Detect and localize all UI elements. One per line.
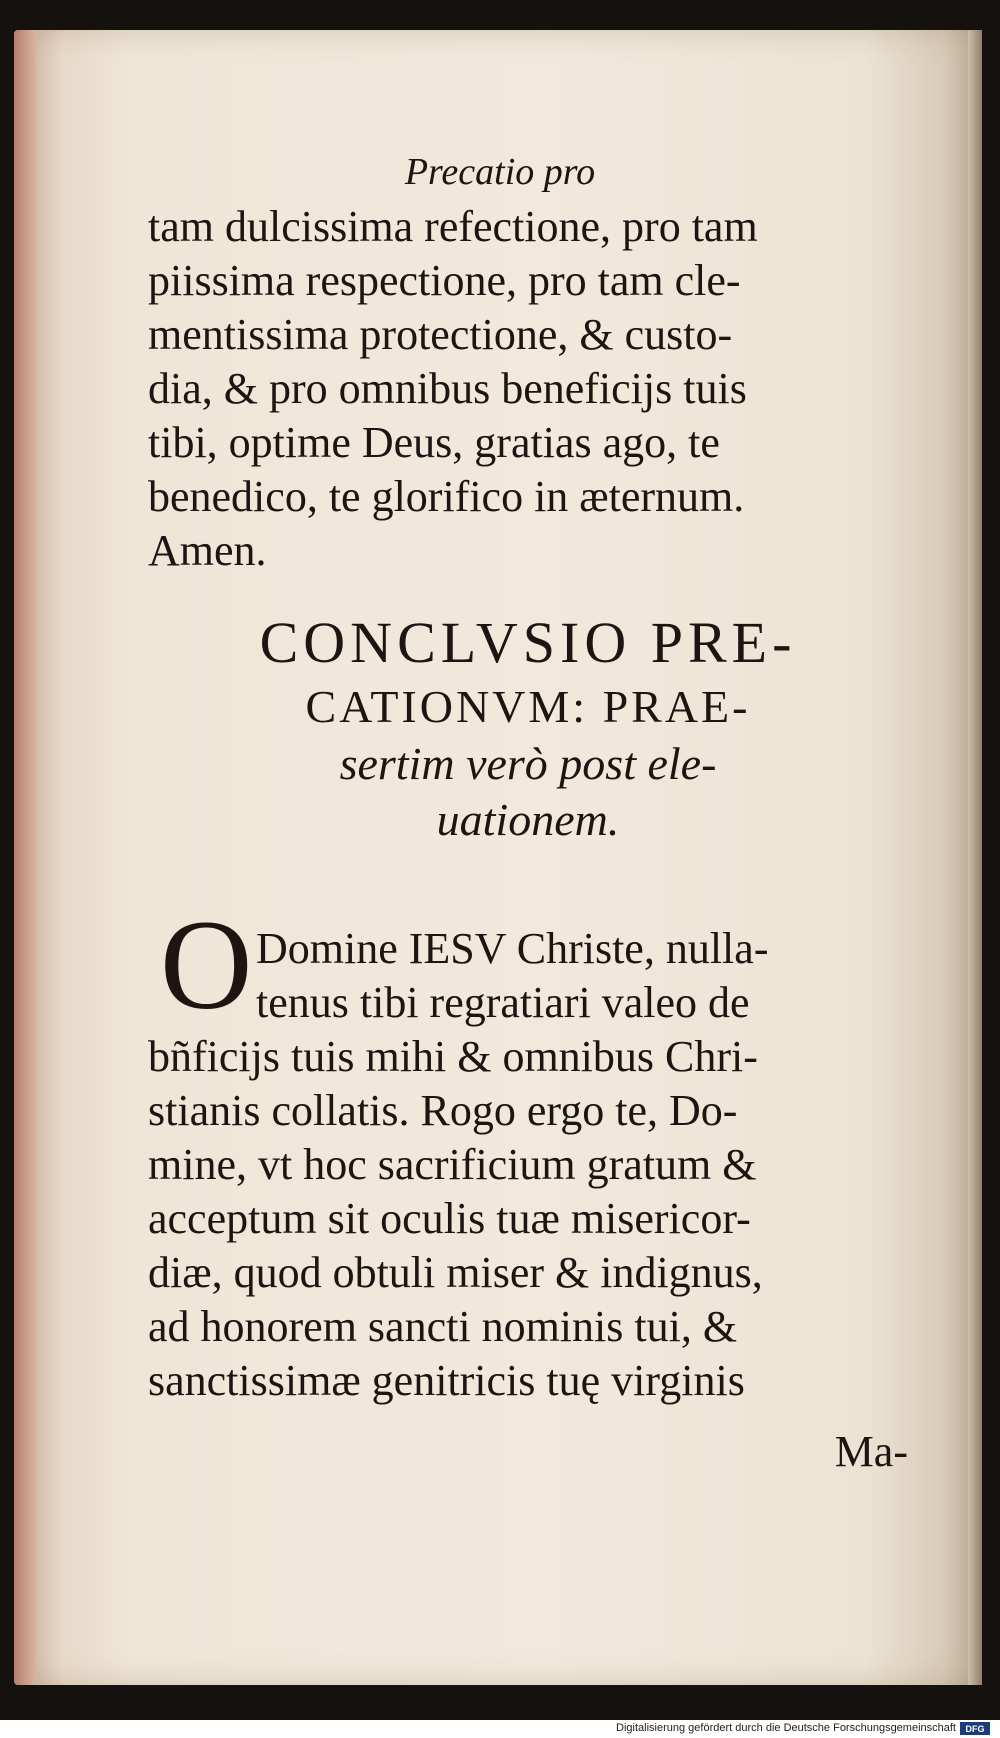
footer-credit: Digitalisierung gefördert durch die Deutsche Forschungsgemeinschaft (616, 1722, 956, 1734)
text-line: sanctissimæ genitricis tuę virginis (148, 1356, 745, 1405)
dfg-logo: DFG (960, 1722, 990, 1735)
section-heading (148, 608, 908, 848)
text-line: bñficijs tuis mihi & omnibus Chri- (148, 1032, 758, 1081)
text-line: acceptum sit oculis tuæ misericor- (148, 1194, 751, 1243)
drop-cap: O (160, 894, 253, 1036)
prayer-text-block (148, 200, 908, 578)
page-edge-left (14, 30, 36, 1685)
text-line: Amen. (148, 526, 267, 575)
text-line: tenus tibi regratiari valeo de (256, 978, 750, 1027)
text-line: mentissima protectione, & custo- (148, 310, 733, 359)
text-line: stianis collatis. Rogo ergo te, Do- (148, 1086, 738, 1135)
text-line: benedico, te glorifico in æternum. (148, 472, 745, 521)
page-edge-right (968, 30, 982, 1685)
heading-line: sertim verò post ele- (339, 738, 717, 789)
footer-bar (0, 1720, 1000, 1738)
running-head: Precatio pro (404, 151, 596, 193)
text-line: dia, & pro omnibus beneficijs tuis (148, 364, 747, 413)
heading-line: uationem. (436, 794, 620, 845)
text-line: mine, vt hoc sacrificium gratum & (148, 1140, 757, 1189)
text-line: piissima respectione, pro tam cle- (148, 256, 741, 305)
text-line: ad honorem sancti nominis tui, & (148, 1302, 738, 1351)
text-line: tam dulcissima refectione, pro tam (148, 202, 758, 251)
heading-line: CONCLVSIO PRE- (259, 610, 797, 675)
text-line: Domine IESV Christe, nulla- (256, 924, 769, 973)
catchword: Ma- (834, 1427, 908, 1476)
text-line: tibi, optime Deus, gratias ago, te (148, 418, 720, 467)
conclusion-text-block (148, 922, 908, 1408)
heading-line: CATIONVM: PRAE- (305, 681, 751, 732)
text-line: diæ, quod obtuli miser & indignus, (148, 1248, 763, 1297)
